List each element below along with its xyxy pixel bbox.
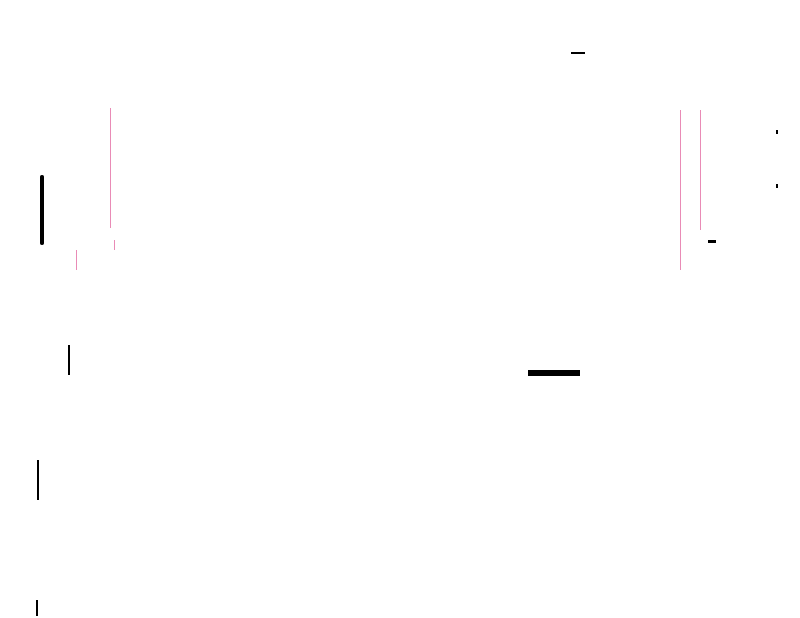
- scan-dot: [776, 130, 778, 134]
- guide-line: [114, 240, 115, 250]
- scan-mark: [36, 600, 38, 616]
- scan-mark: [528, 370, 580, 376]
- scan-mark: [708, 240, 716, 243]
- scan-dot: [776, 184, 778, 188]
- guide-line: [76, 250, 77, 270]
- guide-line: [680, 110, 681, 270]
- scan-mark: [37, 460, 39, 500]
- scan-mark: [68, 345, 70, 375]
- scan-mark: [571, 52, 585, 54]
- guide-line: [110, 108, 111, 228]
- scan-mark: [40, 175, 44, 245]
- guide-line: [700, 110, 701, 230]
